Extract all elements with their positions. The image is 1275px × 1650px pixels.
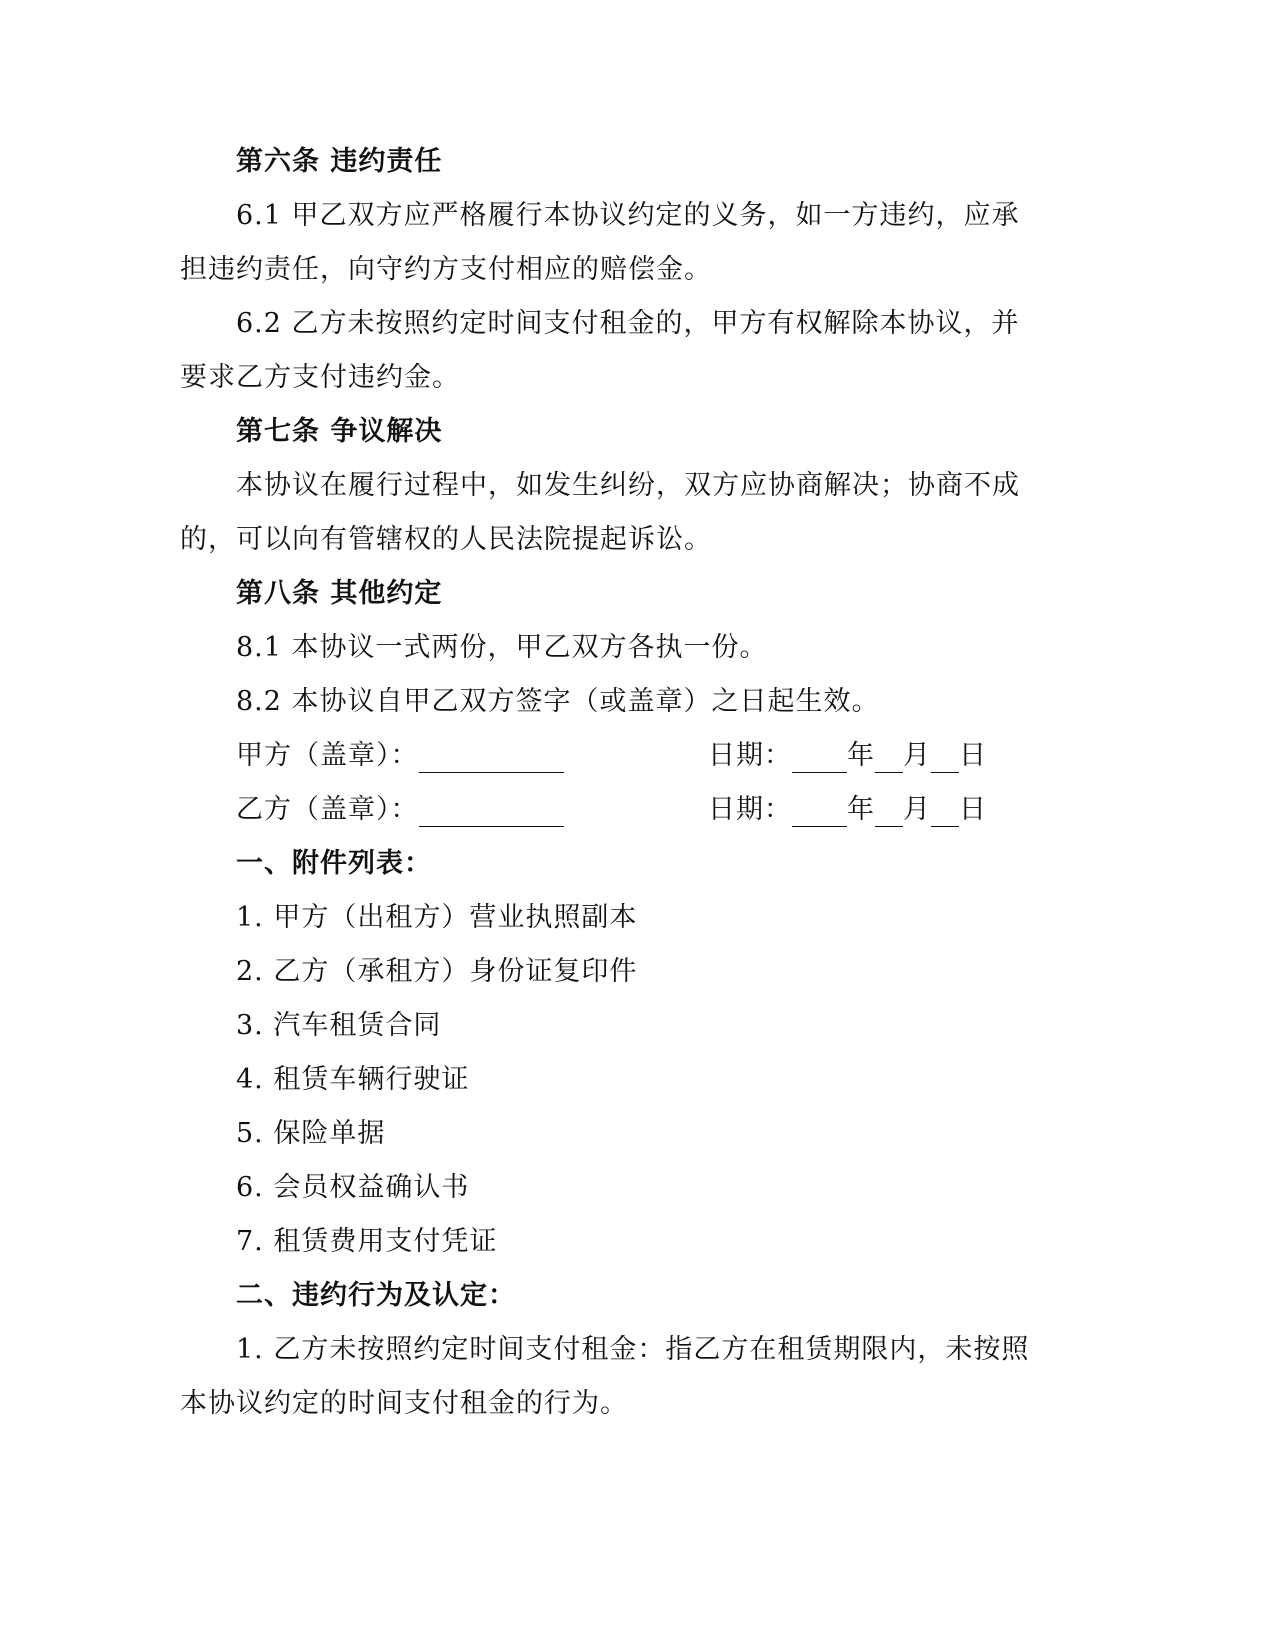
article-8-title: 第八条 其他约定 [236,578,443,609]
day-blank [931,798,959,827]
breach-item-1-line-2: 本协议约定的时间支付租金的行为。 [180,1388,628,1419]
party-b-signature [236,793,564,827]
party-b-signature-blank [419,798,564,827]
attachments-title: 一、附件列表： [236,848,432,879]
year-label: 年 [847,794,875,825]
year-label: 年 [847,740,875,771]
article-7-line-2: 的，可以向有管辖权的人民法院提起诉讼。 [180,524,712,555]
party-a-signature-row [236,739,1056,779]
year-blank [792,744,847,773]
attachment-item: 1. 甲方（出租方）营业执照副本 [236,902,638,933]
party-b-label: 乙方（盖章）： [236,794,419,825]
clause-6-1-line-2: 担违约责任，向守约方支付相应的赔偿金。 [180,254,712,285]
breach-title: 二、违约行为及认定： [236,1280,516,1311]
breach-item-1-line-1: 1. 乙方未按照约定时间支付租金：指乙方在租赁期限内，未按照 [236,1334,1030,1365]
party-a-date [708,739,987,773]
day-blank [931,744,959,773]
month-blank [875,744,903,773]
day-label: 日 [959,740,987,771]
article-6-title: 第六条 违约责任 [236,146,443,177]
attachment-item: 2. 乙方（承租方）身份证复印件 [236,956,638,987]
clause-6-2-line-1: 6.2 乙方未按照约定时间支付租金的，甲方有权解除本协议，并 [236,308,1020,339]
article-7-title: 第七条 争议解决 [236,416,443,447]
day-label: 日 [959,794,987,825]
clause-6-2-line-2: 要求乙方支付违约金。 [180,362,460,393]
clause-8-1: 8.1 本协议一式两份，甲乙双方各执一份。 [236,632,768,663]
month-label: 月 [903,740,931,771]
article-7-line-1: 本协议在履行过程中，如发生纠纷，双方应协商解决；协商不成 [236,470,1020,501]
clause-8-2: 8.2 本协议自甲乙双方签字（或盖章）之日起生效。 [236,686,880,717]
attachment-item: 3. 汽车租赁合同 [236,1010,442,1041]
party-b-signature-row [236,793,1056,833]
month-label: 月 [903,794,931,825]
attachment-item: 6. 会员权益确认书 [236,1172,470,1203]
year-blank [792,798,847,827]
month-blank [875,798,903,827]
party-a-label: 甲方（盖章）： [236,740,419,771]
party-b-date [708,793,987,827]
date-label: 日期： [708,740,792,771]
attachment-item: 5. 保险单据 [236,1118,386,1149]
attachment-item: 7. 租赁费用支付凭证 [236,1226,498,1257]
date-label: 日期： [708,794,792,825]
clause-6-1-line-1: 6.1 甲乙双方应严格履行本协议约定的义务，如一方违约，应承 [236,200,1020,231]
attachment-item: 4. 租赁车辆行驶证 [236,1064,470,1095]
party-a-signature-blank [419,744,564,773]
party-a-signature [236,739,564,773]
